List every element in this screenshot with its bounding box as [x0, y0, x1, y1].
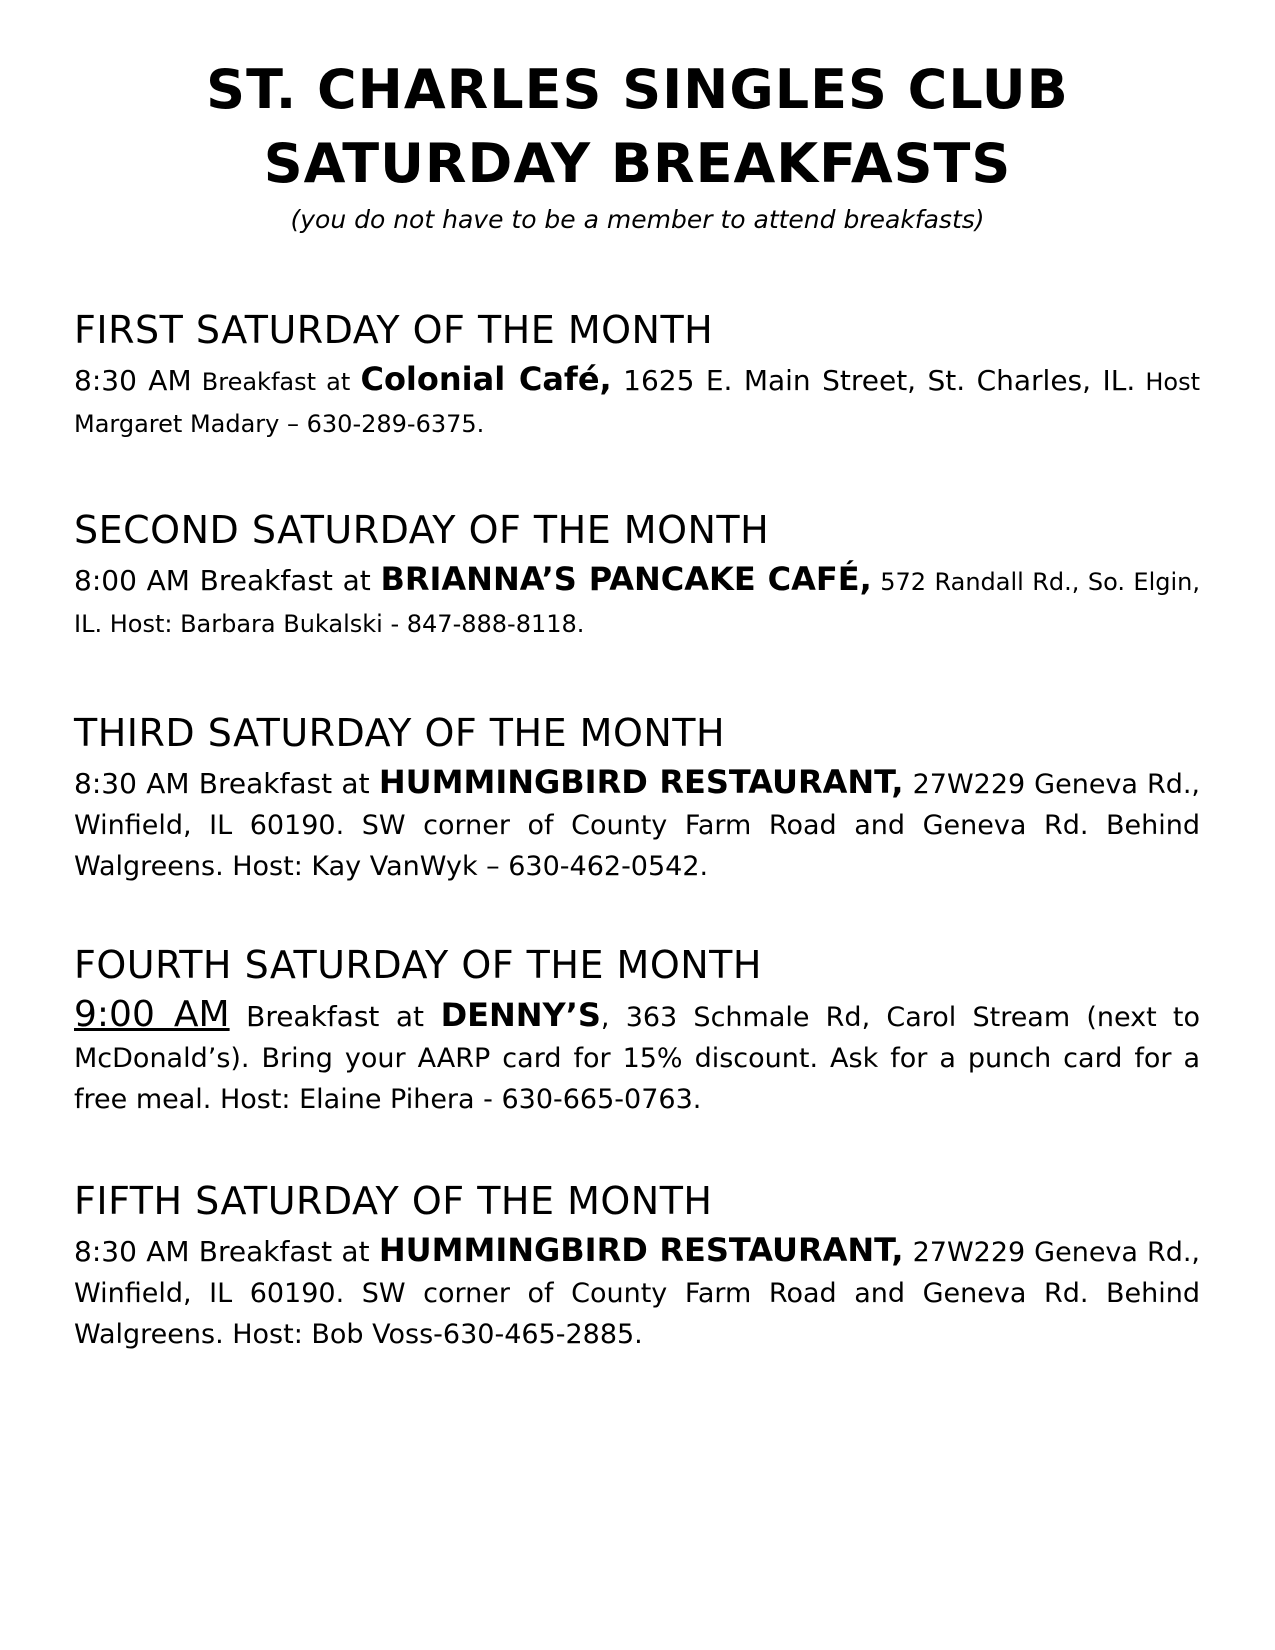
page-title: SATURDAY BREAKFASTS	[263, 132, 1012, 195]
venue-details: 572 Randall Rd., So. Elgin, IL. Host: Barbara Bukalski - 847-888-8118.	[74, 568, 1200, 638]
venue-details: 27W229 Geneva Rd., Winfield, IL 60190. SW corner of County Farm Road and Geneva Rd. Behind Walgreens. Host: Kay VanWyk – 630-462-0542.	[74, 769, 1201, 882]
breakfast-intro: Breakfast at	[189, 564, 381, 597]
breakfast-intro: Breakfast at	[189, 767, 379, 800]
breakfast-intro: Breakfast at	[189, 1235, 379, 1268]
section-body	[74, 559, 1200, 645]
venue-name: DENNY’S	[440, 996, 601, 1034]
venue-details: 27W229 Geneva Rd., Winfield, IL 60190. SW corner of County Farm Road and Geneva Rd. Behind Walgreens. Host: Bob Voss-630-465-2885.	[74, 1237, 1201, 1350]
venue-name: BRIANNA’S PANCAKE CAFÉ,	[380, 560, 872, 598]
venue-details: 1625 E. Main Street, St. Charles, IL.	[611, 364, 1136, 397]
second-saturday-section	[74, 505, 1200, 645]
club-title: ST. CHARLES SINGLES CLUB	[206, 58, 1069, 121]
section-body	[74, 762, 1200, 887]
first-saturday-section	[74, 305, 1200, 445]
breakfast-time: 9:00 AM	[74, 994, 230, 1035]
breakfast-time: 8:30 AM	[74, 364, 192, 397]
venue-name: HUMMINGBIRD RESTAURANT,	[378, 763, 904, 801]
breakfast-time: 8:00 AM	[74, 564, 190, 597]
fourth-saturday-section	[74, 940, 1200, 1120]
breakfast-time: 8:30 AM	[74, 1235, 190, 1268]
third-saturday-section	[74, 708, 1200, 887]
section-body	[74, 1230, 1200, 1355]
section-heading: FIRST SATURDAY OF THE MONTH	[74, 308, 714, 352]
fifth-saturday-section	[74, 1176, 1200, 1355]
section-heading: FIFTH SATURDAY OF THE MONTH	[74, 1179, 713, 1223]
host-info: Host Margaret Madary – 630-289-6375.	[74, 368, 1201, 438]
breakfast-intro: Breakfast at	[191, 368, 361, 396]
breakfast-time: 8:30 AM	[74, 767, 190, 800]
section-body	[74, 994, 1200, 1120]
section-body	[74, 359, 1200, 445]
breakfast-intro: Breakfast at	[229, 1000, 441, 1033]
membership-note: (you do not have to be a member to attend breakfasts)	[290, 205, 985, 234]
section-heading: FOURTH SATURDAY OF THE MONTH	[74, 943, 762, 987]
venue-name: Colonial Café,	[360, 360, 612, 398]
venue-name: HUMMINGBIRD RESTAURANT,	[378, 1231, 904, 1269]
section-heading: SECOND SATURDAY OF THE MONTH	[74, 508, 770, 552]
venue-details: , 363 Schmale Rd, Carol Stream (next to McDonald’s). Bring your AARP card for 15% discount. Ask for a punch card for a free meal. Host: Elaine Pihera - 630-665-0763.	[74, 1002, 1200, 1115]
section-heading: THIRD SATURDAY OF THE MONTH	[74, 711, 726, 755]
